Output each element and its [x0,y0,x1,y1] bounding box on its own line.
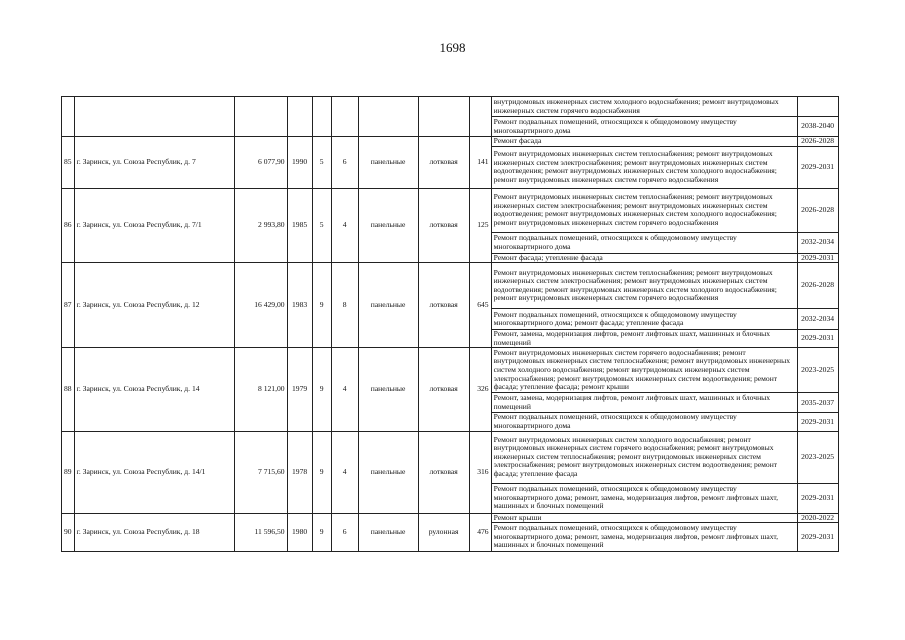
work-description: Ремонт фасада; утепление фасада [491,253,797,263]
house-entrances: 8 [331,263,358,348]
work-period: 2029-2031 [797,253,838,263]
wall-material: панельные [358,188,418,263]
work-description: Ремонт подвальных помещений, относящихся к общедомовому имуществу многоквартирного дома [491,232,797,253]
house-area: 6 077,90 [234,137,287,189]
house-floors: 9 [312,513,331,552]
work-period: 2035-2037 [797,393,838,413]
work-period: 2029-2031 [797,483,838,513]
table-row [62,431,839,483]
empty-cell [331,97,358,137]
work-description: Ремонт, замена, модернизация лифтов, ремонт лифтовых шахт, машинных и блочных помещений [491,393,797,413]
house-area: 11 596,50 [234,513,287,552]
work-period: 2029-2031 [797,413,838,431]
wall-material: панельные [358,513,418,552]
empty-cell [358,97,418,137]
house-floors: 9 [312,431,331,513]
house-number: 89 [62,431,75,513]
capital-repair-table [61,96,839,552]
work-description: Ремонт подвальных помещений, относящихся к общедомовому имуществу многоквартирного дома; ремонт фасада; утепление фасада [491,309,797,330]
work-period: 2026-2028 [797,263,838,309]
house-entrances: 4 [331,431,358,513]
house-year: 1978 [287,431,312,513]
table-row [62,263,839,309]
empty-cell [62,97,75,137]
house-year: 1980 [287,513,312,552]
residents-count: 316 [469,431,491,513]
house-year: 1983 [287,263,312,348]
house-address: г. Заринск, ул. Союза Республик, д. 7/1 [74,188,234,263]
residents-count: 645 [469,263,491,348]
work-description: Ремонт подвальных помещений, относящихся к общедомовому имуществу многоквартирного дома [491,117,797,137]
wall-material: панельные [358,431,418,513]
house-entrances: 4 [331,188,358,263]
wall-material: панельные [358,137,418,189]
work-description: Ремонт подвальных помещений, относящихся к общедомовому имуществу многоквартирного дома; ремонт, замена, модернизация лифтов, ремонт лифтовых шахт, машинных и блочных помещений [491,523,797,552]
house-number: 87 [62,263,75,348]
empty-cell [469,97,491,137]
house-floors: 5 [312,188,331,263]
table-row [62,513,839,523]
house-year: 1985 [287,188,312,263]
house-address: г. Заринск, ул. Союза Республик, д. 7 [74,137,234,189]
house-year: 1990 [287,137,312,189]
empty-cell [287,97,312,137]
work-period: 2029-2031 [797,523,838,552]
work-description: внутридомовых инженерных систем холодного водоснабжения; ремонт внутридомовых инженерных систем горячего водоснабжения [491,97,797,117]
work-description: Ремонт, замена, модернизация лифтов, ремонт лифтовых шахт, машинных и блочных помещений [491,330,797,348]
house-entrances: 6 [331,513,358,552]
work-period: 2023-2025 [797,348,838,393]
house-area: 8 121,00 [234,348,287,431]
roof-type: лотковая [418,263,469,348]
roof-type: лотковая [418,137,469,189]
house-floors: 5 [312,137,331,189]
house-area: 16 429,00 [234,263,287,348]
house-address: г. Заринск, ул. Союза Республик, д. 18 [74,513,234,552]
work-description: Ремонт подвальных помещений, относящихся к общедомовому имуществу многоквартирного дома [491,413,797,431]
empty-cell [74,97,234,137]
house-floors: 9 [312,348,331,431]
work-period: 2029-2031 [797,146,838,188]
wall-material: панельные [358,348,418,431]
house-number: 85 [62,137,75,189]
house-address: г. Заринск, ул. Союза Республик, д. 14 [74,348,234,431]
residents-count: 125 [469,188,491,263]
table-row [62,97,839,117]
residents-count: 476 [469,513,491,552]
work-description: Ремонт внутридомовых инженерных систем теплоснабжения; ремонт внутридомовых инженерных систем электроснабжения; ремонт внутридомовых инженерных систем водоотведения; ремонт внутридомовых инженерных систем холодного водоснабжения; ремонт внутридомовых инженерных систем горячего водоснабжения [491,188,797,232]
residents-count: 326 [469,348,491,431]
work-period: 2032-2034 [797,232,838,253]
empty-cell [234,97,287,137]
roof-type: рулонная [418,513,469,552]
house-floors: 9 [312,263,331,348]
house-year: 1979 [287,348,312,431]
residents-count: 141 [469,137,491,189]
house-area: 2 993,80 [234,188,287,263]
work-period: 2020-2022 [797,513,838,523]
page-number: 1698 [439,40,466,55]
work-description: Ремонт фасада [491,137,797,147]
work-period: 2023-2025 [797,431,838,483]
work-description: Ремонт внутридомовых инженерных систем теплоснабжения; ремонт внутридомовых инженерных систем электроснабжения; ремонт внутридомовых инженерных систем водоотведения; ремонт внутридомовых инженерных систем холодного водоснабжения; ремонт внутридомовых инженерных систем горячего водоснабжения [491,146,797,188]
house-address: г. Заринск, ул. Союза Республик, д. 14/1 [74,431,234,513]
work-description: Ремонт внутридомовых инженерных систем холодного водоснабжения; ремонт внутридомовых инженерных систем горячего водоснабжения; ремонт внутридомовых инженерных систем теплоснабжения; ремонт внутридомовых инженерных систем электроснабжения; ремонт внутридомовых инженерных систем водоотведения; ремонт фасада; утепление фасада [491,431,797,483]
work-period: 2029-2031 [797,330,838,348]
work-period: 2026-2028 [797,137,838,147]
house-number: 88 [62,348,75,431]
table-row [62,137,839,147]
house-number: 86 [62,188,75,263]
house-address: г. Заринск, ул. Союза Республик, д. 12 [74,263,234,348]
house-area: 7 715,60 [234,431,287,513]
table-row [62,188,839,232]
table-row [62,348,839,393]
work-description: Ремонт крыши [491,513,797,523]
empty-cell [418,97,469,137]
work-description: Ремонт внутридомовых инженерных систем теплоснабжения; ремонт внутридомовых инженерных систем электроснабжения; ремонт внутридомовых инженерных систем водоотведения; ремонт внутридомовых инженерных систем холодного водоснабжения; ремонт внутридомовых инженерных систем горячего водоснабжения [491,263,797,309]
work-period: 2032-2034 [797,309,838,330]
work-description: Ремонт подвальных помещений, относящихся к общедомовому имуществу многоквартирного дома; ремонт, замена, модернизация лифтов, ремонт лифтовых шахт, машинных и блочных помещений [491,483,797,513]
work-period: 2026-2028 [797,188,838,232]
roof-type: лотковая [418,431,469,513]
roof-type: лотковая [418,348,469,431]
house-entrances: 4 [331,348,358,431]
work-description: Ремонт внутридомовых инженерных систем горячего водоснабжения; ремонт внутридомовых инженерных систем теплоснабжения; ремонт внутридомовых инженерных систем холодного водоснабжения; ремонт внутридомовых инженерных систем электроснабжения; ремонт внутридомовых инженерных систем водоотведения; ремонт фасада; утепление фасада; ремонт крыши [491,348,797,393]
work-period: 2038-2040 [797,117,838,137]
empty-cell [312,97,331,137]
work-period [797,97,838,117]
wall-material: панельные [358,263,418,348]
house-number: 90 [62,513,75,552]
roof-type: лотковая [418,188,469,263]
house-entrances: 6 [331,137,358,189]
